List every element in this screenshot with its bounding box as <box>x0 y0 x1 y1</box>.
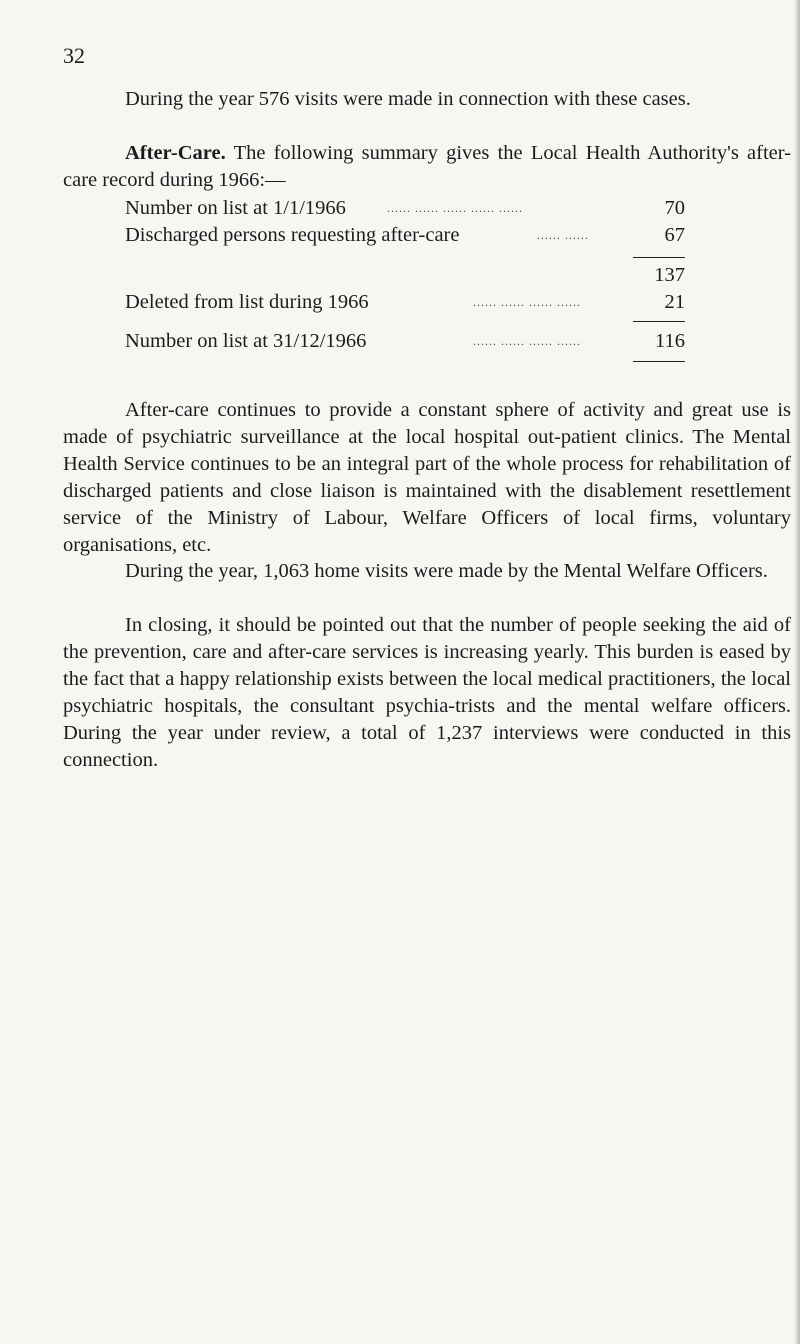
total-value: 116 <box>655 330 685 352</box>
row-label: Deleted from list during 1966 <box>125 291 369 313</box>
closing-rule <box>633 361 685 362</box>
row-label: Number on list at 31/12/1966 <box>125 330 367 352</box>
leader-dots: ...... ...... <box>537 228 589 242</box>
after-care-text: The following summary gives the Local Health Authority's after-care record during 1966:— <box>63 142 791 191</box>
table-row <box>125 328 685 355</box>
page-number: 32 <box>63 43 85 68</box>
subtotal-rule <box>633 257 685 258</box>
row-label: Discharged persons requesting after-care <box>125 224 460 246</box>
row-value: 67 <box>664 224 685 246</box>
table-row <box>125 262 685 289</box>
leader-dots: ...... ...... ...... ...... <box>473 334 581 348</box>
row-value: 21 <box>664 291 685 313</box>
row-value: 70 <box>664 197 685 219</box>
table-row <box>125 222 685 249</box>
leader-dots: ...... ...... ...... ...... ...... <box>387 201 523 215</box>
table-row <box>125 289 685 316</box>
leader-dots: ...... ...... ...... ...... <box>473 295 581 309</box>
subtotal-value: 137 <box>654 264 685 286</box>
table-row <box>125 195 685 222</box>
page-edge-shadow <box>794 0 800 1344</box>
paragraph-home-visits: During the year, 1,063 home visits were made by the Mental Welfare Officers. <box>125 560 768 582</box>
total-rule <box>633 321 685 322</box>
intro-paragraph: During the year 576 visits were made in connection with these cases. <box>125 88 691 110</box>
paragraph-after-care-activity: After-care continues to provide a constant sphere of activity and great use is made of psychiatric surveillance at the local hospital out-patient clinics. The Mental Health Service continues to be an integral part of the whole process for rehabilitation of discharged patients and close liaison is maintained with the disablement resettlement service of the Ministry of Labour, Welfare Officers of local firms, voluntary organisations, etc. <box>63 399 791 556</box>
paragraph-closing: In closing, it should be pointed out that the number of people seeking the aid of the prevention, care and after-care services is increasing yearly. This burden is eased by the fact that a happy relationship exists between the local medical practitioners, the local psychiatric hospitals, the consultant psychia-trists and the mental welfare officers. During the year under review, a total of 1,237 interviews were conducted in this connection. <box>63 614 791 771</box>
after-care-heading: After-Care. <box>125 142 226 164</box>
after-care-paragraph <box>63 140 791 194</box>
row-label: Number on list at 1/1/1966 <box>125 197 346 219</box>
